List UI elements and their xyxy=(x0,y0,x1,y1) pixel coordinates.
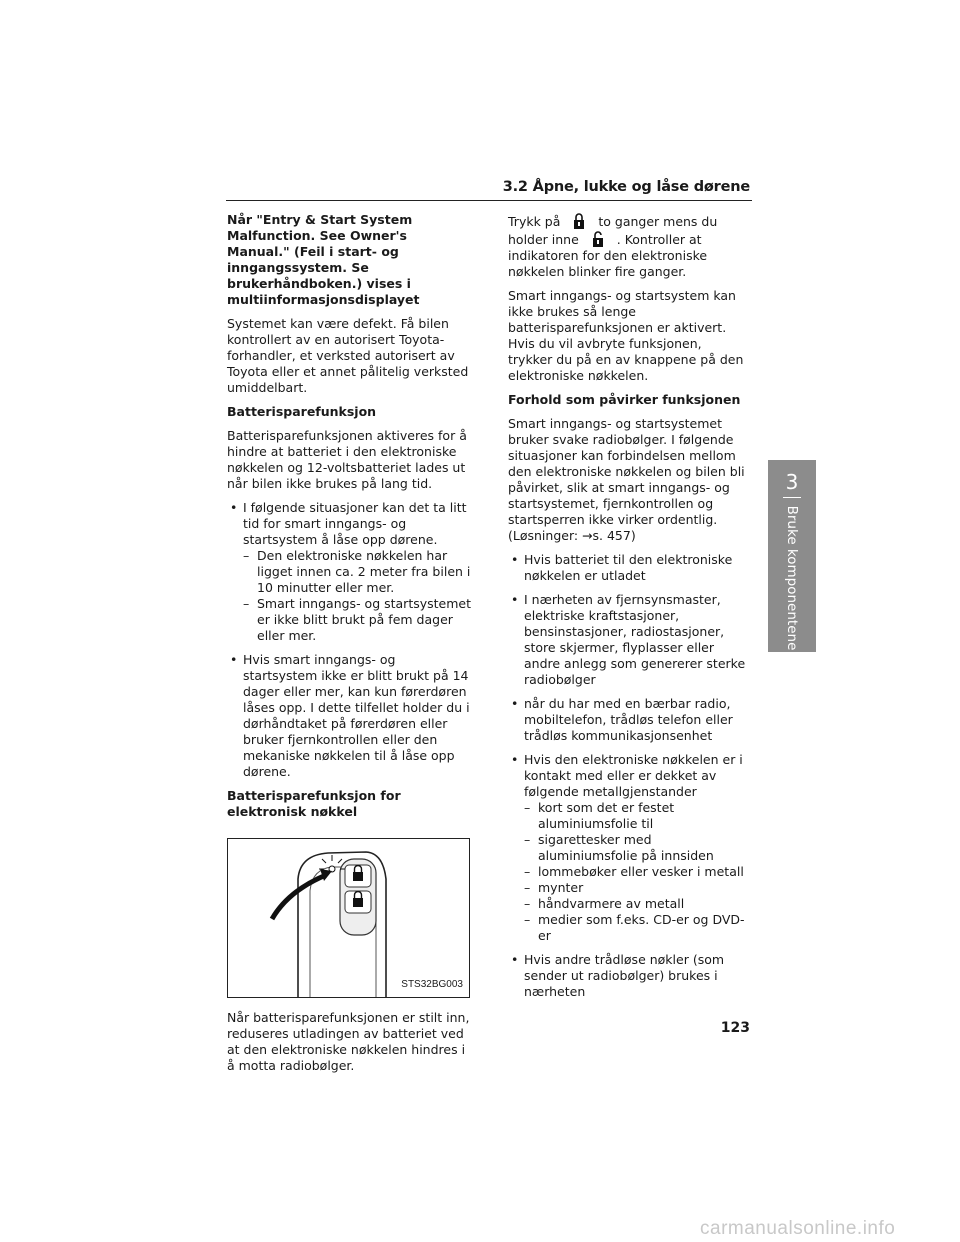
page-number: 123 xyxy=(720,1020,750,1036)
paragraph-key-procedure xyxy=(508,212,748,280)
list-item xyxy=(508,592,748,688)
heading-malfunction: Når "Entry & Start System Malfunction. See Owner's Manual." (Feil i start- og inngangssystem. Se brukerhåndboken.) vises i multiinformasjonsdisplayet xyxy=(227,212,420,307)
paragraph-battery-saver-note: Når batterisparefunksjonen er stilt inn, reduseres utladingen av batteriet ved at den elektroniske nøkkelen hindres i å motta radiobølger. xyxy=(227,1010,470,1073)
paragraph-battery-saver: Batterisparefunksjonen aktiveres for å hindre at batteriet i den elektroniske nøkkelen og 12-voltsbatteriet lades ut når bilen ikke brukes på lang tid. xyxy=(227,428,467,491)
list-item xyxy=(227,500,472,644)
right-column xyxy=(508,212,748,1008)
list-item-text: • når du har med en bærbar radio, mobiltelefon, trådløs telefon eller trådløs kommunikasjonsenhet xyxy=(524,696,733,743)
sub-list-item xyxy=(243,596,472,644)
heading-key-battery-saver: Batterisparefunksjon for elektronisk nøkkel xyxy=(227,788,401,819)
dash-marker: – xyxy=(524,912,531,927)
sub-list-text: kort som det er festet aluminiumsfolie til xyxy=(538,800,675,831)
list-item-text: • Hvis den elektroniske nøkkelen er i kontakt med eller er dekket av følgende metallgjenstander xyxy=(524,752,743,799)
sub-list-text: Den elektroniske nøkkelen har ligget innen ca. 2 meter fra bilen i 10 minutter eller mer. xyxy=(257,548,471,595)
dash-marker: – xyxy=(524,864,531,879)
list-item-text: • I følgende situasjoner kan det ta litt tid for smart inngangs- og startsystem å låse opp dørene. xyxy=(243,500,467,547)
list-item-text: • Hvis batteriet til den elektroniske nøkkelen er utladet xyxy=(524,552,733,583)
sub-list-text: lommebøker eller vesker i metall xyxy=(538,864,744,879)
sub-list-text: sigarettesker med aluminiumsfolie på innsiden xyxy=(538,832,714,863)
sub-list-item xyxy=(243,548,472,596)
header-rule xyxy=(226,200,752,201)
key-fob-figure xyxy=(227,838,470,998)
dash-marker: – xyxy=(243,548,250,563)
sub-list-item xyxy=(524,832,748,864)
lock-button-icon xyxy=(568,212,590,230)
figure-code: STS32BG003 xyxy=(401,979,463,990)
chapter-number: 3 xyxy=(785,470,799,494)
key-fob-illustration xyxy=(228,839,469,997)
paragraph-conditions: Smart inngangs- og startsystemet bruker svake radiobølger. I følgende situasjoner kan forbindelsen mellom den elektroniske nøkkelen og bilen bli påvirket, slik at smart inngangs- og startsystemet, fjernkontrollen og startsperren ikke virker ordentlig. (Løsninger: →s. 457) xyxy=(508,416,745,543)
list-item xyxy=(508,752,748,944)
list-item xyxy=(508,952,748,1000)
sub-list-item xyxy=(524,896,748,912)
list-item xyxy=(508,696,748,744)
sub-list-text: håndvarmere av metall xyxy=(538,896,685,911)
heading-conditions: Forhold som påvirker funksjonen xyxy=(508,392,741,407)
unlock-button-icon xyxy=(587,230,609,248)
list-item xyxy=(227,652,472,780)
paragraph-malfunction: Systemet kan være defekt. Få bilen kontrollert av en autorisert Toyota-forhandler, et verksted autorisert av Toyota eller et annet pålitelig verksted umiddelbart. xyxy=(227,316,469,395)
dash-marker: – xyxy=(524,800,531,815)
sub-list-item xyxy=(524,800,748,832)
sub-list-item xyxy=(524,864,748,880)
procedure-text-3: . Kontroller at indikatoren for den elektroniske nøkkelen blinker fire ganger. xyxy=(508,232,708,279)
section-header: 3.2 Åpne, lukke og låse dørene xyxy=(502,179,750,195)
chapter-label: Bruke komponentene xyxy=(784,505,800,651)
procedure-text-2: to ganger mens du holder inne xyxy=(508,214,718,247)
sub-list-text: Smart inngangs- og startsystemet er ikke blitt brukt på fem dager eller mer. xyxy=(257,596,472,643)
paragraph-cancel: Smart inngangs- og startsystem kan ikke brukes så lenge batterisparefunksjonen er aktivert. Hvis du vil avbryte funksjonen, trykker du på en av knappene på den elektroniske nøkkelen. xyxy=(508,288,744,383)
chapter-tab-divider xyxy=(783,497,801,498)
list-item-text: • Hvis smart inngangs- og startsystem ikke er blitt brukt på 14 dager eller mer, kan kun førerdøren låses opp. I dette tilfellet holder du i dørhåndtaket på førerdøren eller bruker fjernkontrollen eller den mekaniske nøkkelen til å låse opp dørene. xyxy=(243,652,470,779)
dash-marker: – xyxy=(524,896,531,911)
procedure-text-1: Trykk på xyxy=(508,214,561,229)
left-column xyxy=(227,212,472,1082)
sub-list-item xyxy=(524,880,748,896)
sub-list-item xyxy=(524,912,748,944)
watermark: carmanualsonline.info xyxy=(700,1218,896,1239)
sub-list-text: mynter xyxy=(538,880,584,895)
dash-marker: – xyxy=(524,880,531,895)
list-item-text: • Hvis andre trådløse nøkler (som sender ut radiobølger) brukes i nærheten xyxy=(524,952,725,999)
dash-marker: – xyxy=(243,596,250,611)
sub-list-text: medier som f.eks. CD-er og DVD-er xyxy=(538,912,745,943)
list-item-text: • I nærheten av fjernsynsmaster, elektriske kraftstasjoner, bensinstasjoner, radiostasjoner, store skjermer, flyplasser eller andre anlegg som genererer sterke radiobølger xyxy=(524,592,746,687)
dash-marker: – xyxy=(524,832,531,847)
heading-battery-saver: Batterisparefunksjon xyxy=(227,404,377,419)
list-item xyxy=(508,552,748,584)
